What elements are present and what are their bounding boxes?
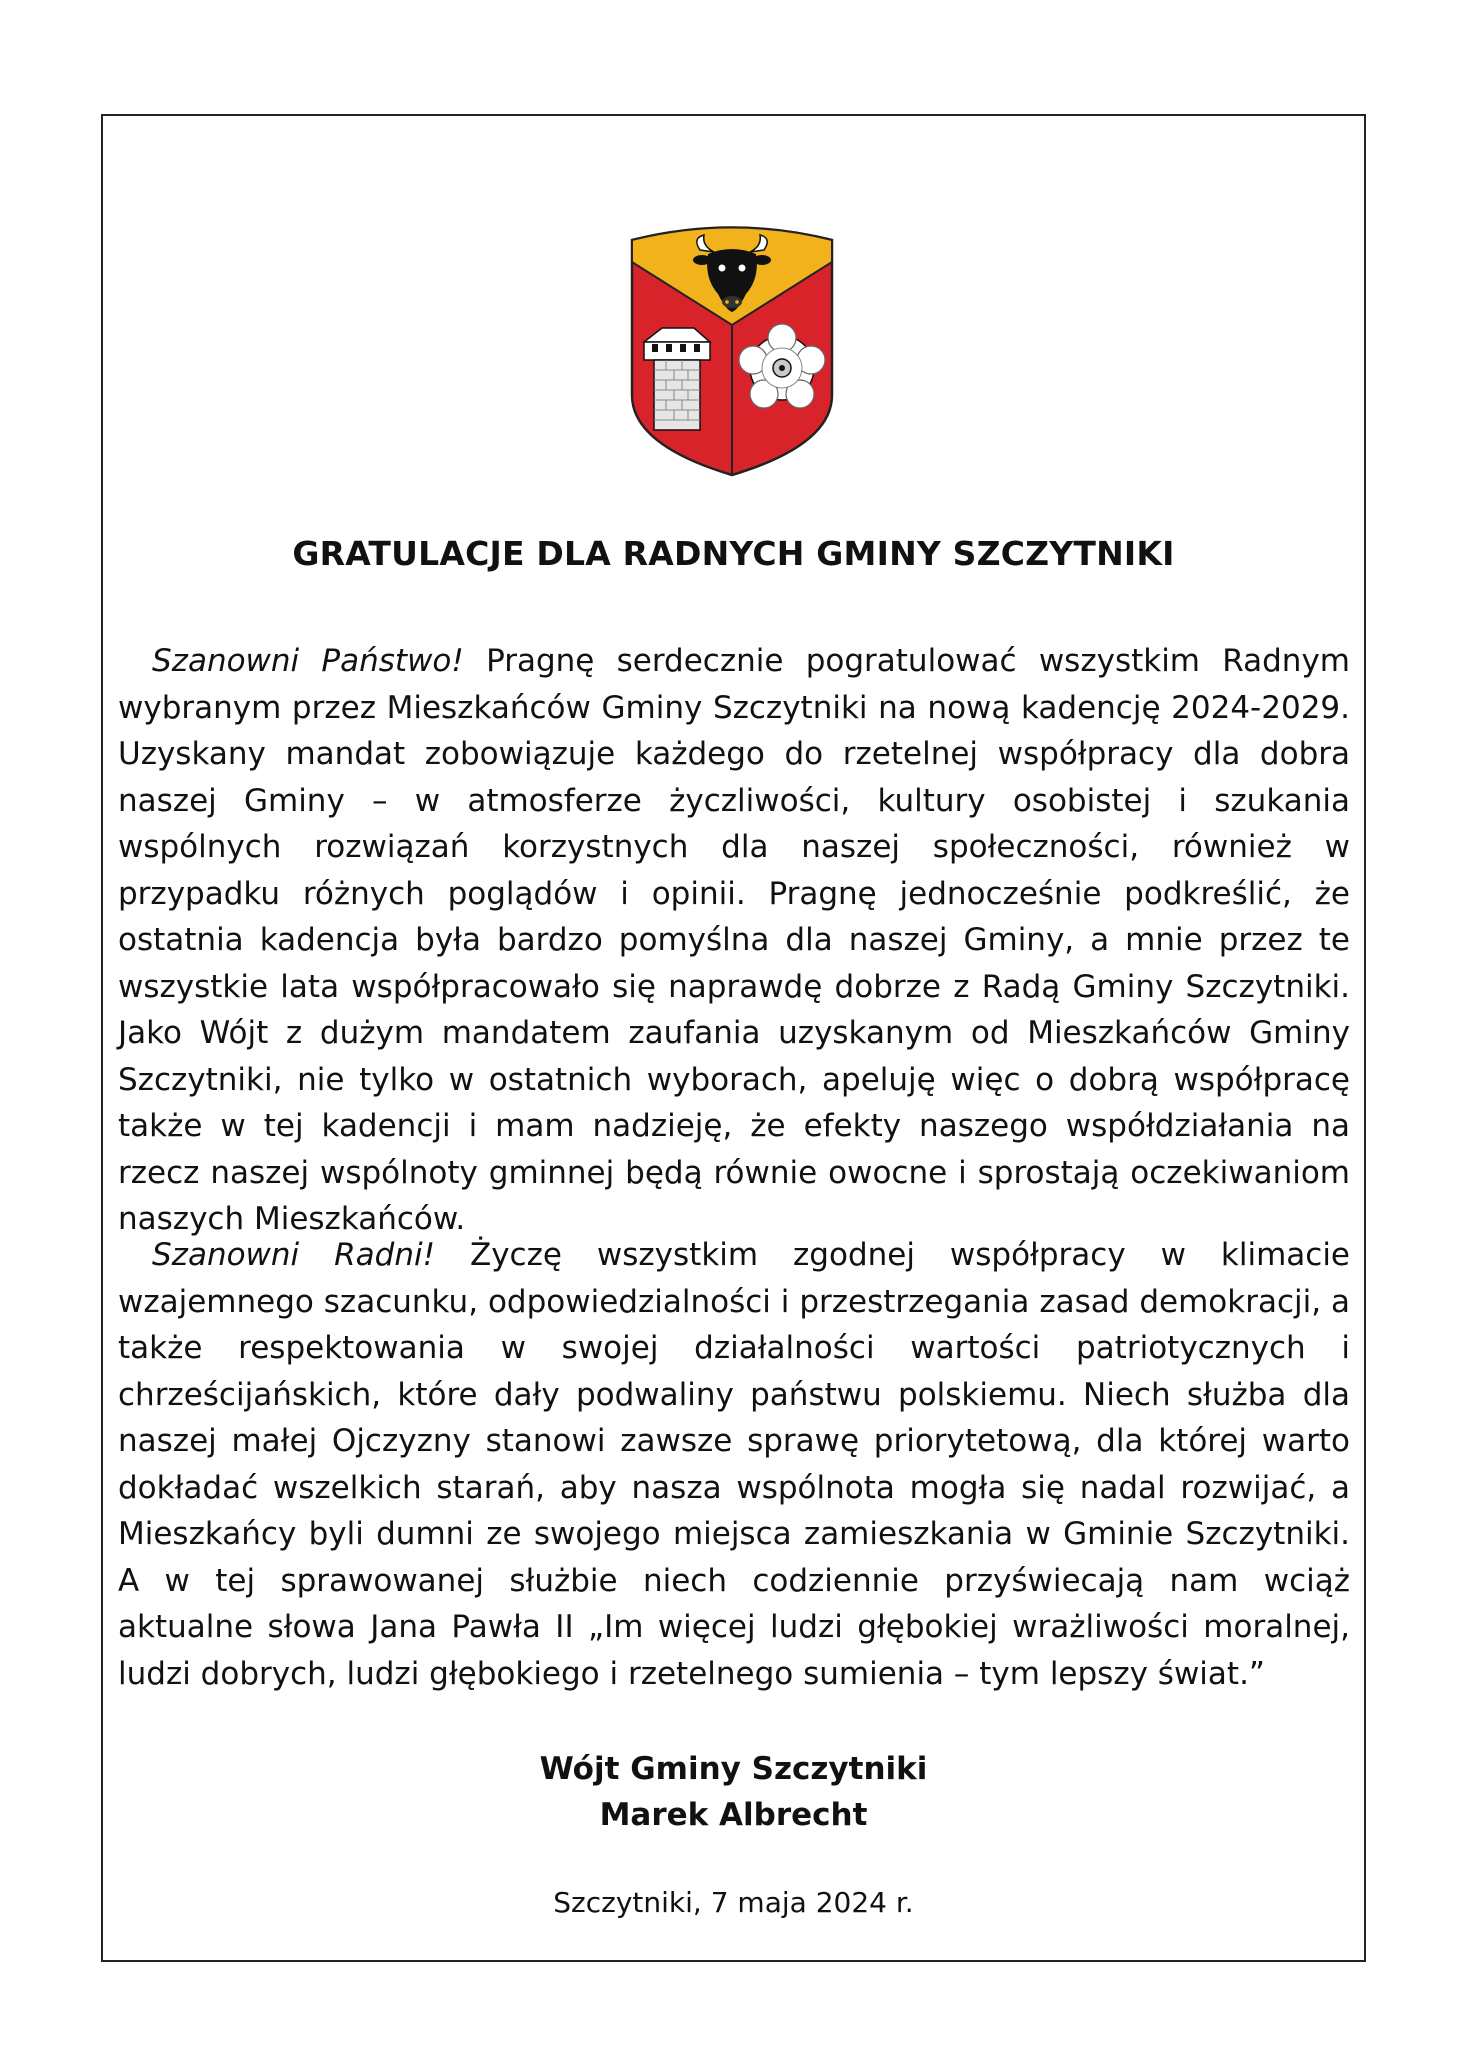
document-date: Szczytniki, 7 maja 2024 r.: [553, 1886, 914, 1919]
paragraph-text: Życzę wszystkim zgodnej współpracy w klimacie wzajemnego szacunku, odpowiedzialności i przestrzegania zasad demokracji, a także respektowania w swojej działalności wartości patriotycznych i chrześcijańskich, które dały podwaliny państwu polskiemu. Niech służba dla naszej małej Ojczyzny stanowi zawsze sprawę priorytetową, dla której warto dokładać wszelkich starań, aby nasza wspólnota mogła się nadal rozwijać, a Mieszkańcy byli dumni ze swojego miejsca zamieszkania w Gminie Szczytniki. A w tej sprawowanej służbie niech codziennie przyświecają nam wciąż aktualne słowa Jana Pawła II „Im więcej ludzi głębokiej wrażliwości moralnej, ludzi dobrych, ludzi głębokiego i rzetelnego sumienia – tym lepszy świat.”: [118, 1237, 1351, 1692]
salutation: Szanowni Państwo!: [152, 643, 464, 679]
signature-role: Wójt Gminy Szczytniki: [539, 1751, 928, 1787]
signature-block: [103, 1746, 1364, 1838]
paragraph-greeting-public: [118, 638, 1350, 1243]
salutation: Szanowni Radni!: [152, 1237, 436, 1273]
tower-icon: [644, 328, 710, 430]
paragraph-text: Pragnę serdecznie pogratulować wszystkim Radnym wybranym przez Mieszkańców Gminy Szczytniki na nową kadencję 2024-2029. Uzyskany mandat zobowiązuje każdego do rzetelnej współpracy dla dobra naszej Gminy – w atmosferze życzliwości, kultury osobistej i szukania wspólnych rozwiązań korzystnych dla naszej społeczności, również w przypadku różnych poglądów i opinii. Pragnę jednocześnie podkreślić, że ostatnia kadencja była bardzo pomyślna dla naszej Gminy, a mnie przez te wszystkie lata współpracowało się naprawdę dobrze z Radą Gminy Szczytniki. Jako Wójt z dużym mandatem zaufania uzyskanym od Mieszkańców Gminy Szczytniki, nie tylko w ostatnich wyborach, apeluję więc o dobrą współpracę także w tej kadencji i mam nadzieję, że efekty naszego współdziałania na rzecz naszej wspólnoty gminnej będą równie owocne i sprostają oczekiwaniom naszych Mieszkańców.: [118, 643, 1350, 1237]
coat-of-arms-icon: [622, 220, 842, 480]
page-title: GRATULACJE DLA RADNYCH GMINY SZCZYTNIKI: [292, 534, 1175, 573]
paragraph-greeting-councillors: [118, 1232, 1350, 1697]
signature-name: Marek Albrecht: [599, 1797, 868, 1833]
